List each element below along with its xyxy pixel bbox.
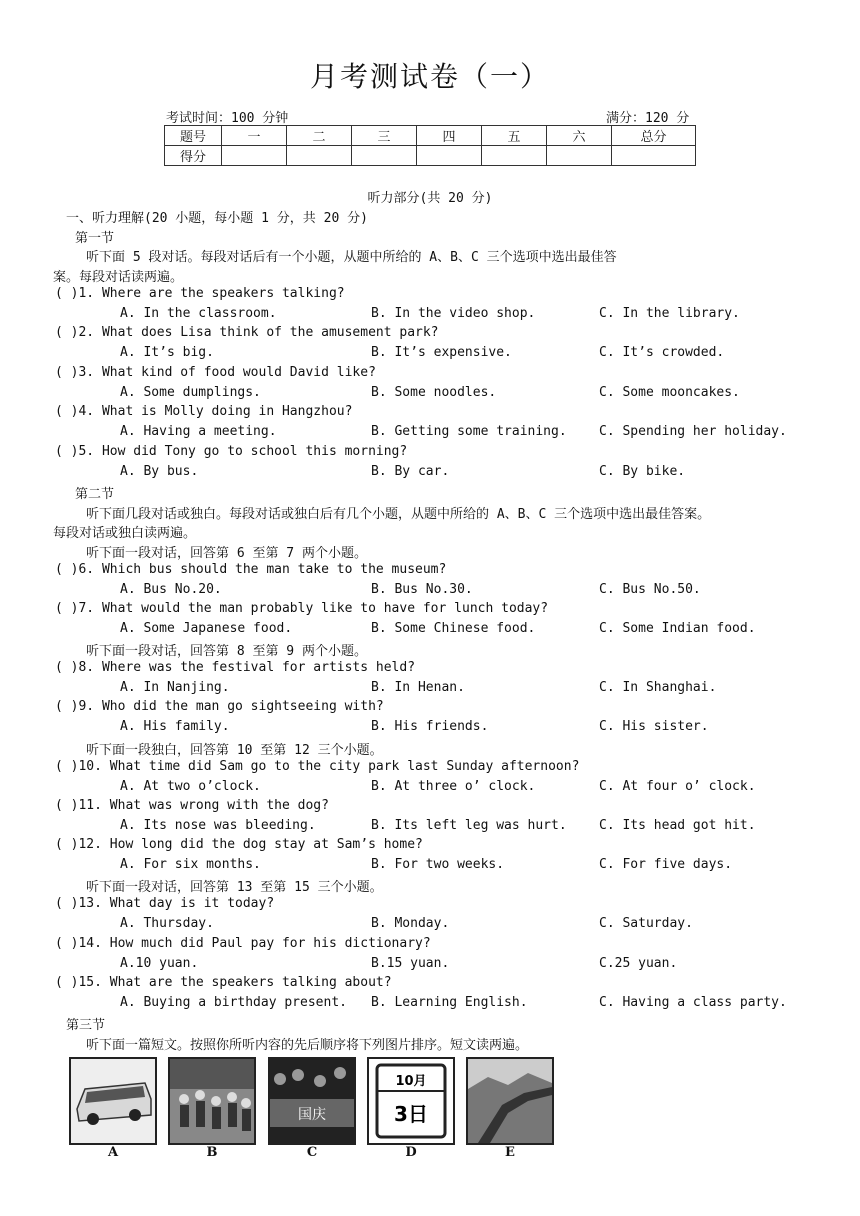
- answer-bracket[interactable]: ( ): [55, 404, 79, 419]
- part1-name: 第一节: [75, 231, 115, 246]
- option-b: B. Its left leg was hurt.: [371, 818, 567, 833]
- listening-header: 听力部分(共 20 分): [367, 191, 493, 206]
- section1-title: 一、听力理解(20 小题，每小题 1 分，共 20 分): [66, 211, 368, 226]
- score-cell[interactable]: [222, 146, 287, 166]
- score-cell[interactable]: [417, 146, 482, 166]
- option-b: B. It’s expensive.: [371, 345, 512, 360]
- answer-bracket[interactable]: ( ): [55, 896, 79, 911]
- question-text: 10. What time did Sam go to the city park last Sunday afternoon?: [78, 759, 580, 774]
- question-row: [55, 936, 431, 951]
- option-b: B.15 yuan.: [371, 956, 450, 971]
- part3-instruction: 听下面一篇短文。按照你所听内容的先后顺序将下列图片排序。短文读两遍。: [86, 1038, 529, 1053]
- banner-text: 国庆: [298, 1107, 326, 1123]
- score-row-label: 得分: [165, 146, 222, 166]
- option-c: C. Saturday.: [599, 916, 693, 931]
- picture-e-great-wall: [466, 1057, 554, 1145]
- picture-label: C: [306, 1145, 318, 1160]
- option-a: A. Thursday.: [120, 916, 214, 931]
- question-text: 1. Where are the speakers talking?: [78, 286, 345, 301]
- option-b: B. Some Chinese food.: [371, 621, 536, 636]
- part2-instruction: 听下面几段对话或独白。每段对话或独白后有几个小题，从题中所给的 A、B、C 三个选项中选出最佳答案。: [86, 507, 711, 522]
- question-text: 4. What is Molly doing in Hangzhou?: [78, 404, 353, 419]
- option-a: A. Some Japanese food.: [120, 621, 293, 636]
- great-wall-icon: [468, 1059, 552, 1143]
- option-b: B. For two weeks.: [371, 857, 505, 872]
- picture-d-calendar: [367, 1057, 455, 1145]
- answer-bracket[interactable]: ( ): [55, 562, 79, 577]
- option-a: A. It’s big.: [120, 345, 214, 360]
- option-b: B. Some noodles.: [371, 385, 497, 400]
- option-b: B. Bus No.30.: [371, 582, 473, 597]
- option-a: A. Its nose was bleeding.: [120, 818, 316, 833]
- picture-label: D: [405, 1145, 417, 1160]
- picture-label: E: [505, 1145, 515, 1160]
- score-header-cell: 题号: [165, 126, 222, 146]
- answer-bracket[interactable]: ( ): [55, 601, 79, 616]
- option-a: A. For six months.: [120, 857, 261, 872]
- answer-bracket[interactable]: ( ): [55, 975, 79, 990]
- option-a: A. At two o’clock.: [120, 779, 261, 794]
- score-header-cell: 总分: [612, 126, 696, 146]
- question-text: 12. How long did the dog stay at Sam’s home?: [78, 837, 423, 852]
- option-b: B. In the video shop.: [371, 306, 536, 321]
- option-c: C. Some mooncakes.: [599, 385, 740, 400]
- score-cell[interactable]: [287, 146, 352, 166]
- option-a: A.10 yuan.: [120, 956, 199, 971]
- sub-instruction-q13-15: 听下面一段对话，回答第 13 至第 15 三个小题。: [86, 880, 383, 895]
- question-row: [55, 601, 548, 616]
- question-text: 13. What day is it today?: [78, 896, 275, 911]
- calendar-month: 10月: [395, 1074, 427, 1089]
- answer-bracket[interactable]: ( ): [55, 936, 79, 951]
- part1-instruction: 听下面 5 段对话。每段对话后有一个小题，从题中所给的 A、B、C 三个选项中选出最佳答: [86, 250, 617, 265]
- score-table-score-row: [165, 146, 696, 166]
- answer-bracket[interactable]: ( ): [55, 798, 79, 813]
- option-c: C. By bike.: [599, 464, 686, 479]
- option-c: C. Its head got hit.: [599, 818, 756, 833]
- score-table-header-row: [165, 126, 696, 146]
- score-header-cell: 一: [222, 126, 287, 146]
- option-a: A. By bus.: [120, 464, 199, 479]
- answer-bracket[interactable]: ( ): [55, 699, 79, 714]
- score-cell[interactable]: [612, 146, 696, 166]
- sub-instruction-q10-12: 听下面一段独白，回答第 10 至第 12 三个小题。: [86, 743, 383, 758]
- question-row: [55, 286, 345, 301]
- sub-instruction-q8-9: 听下面一段对话，回答第 8 至第 9 两个小题。: [86, 644, 367, 659]
- question-text: 6. Which bus should the man take to the museum?: [78, 562, 447, 577]
- answer-bracket[interactable]: ( ): [55, 325, 79, 340]
- calendar-icon: [369, 1059, 453, 1143]
- option-a: A. Having a meeting.: [120, 424, 277, 439]
- question-text: 5. How did Tony go to school this morning?: [78, 444, 408, 459]
- picture-label: A: [107, 1145, 119, 1160]
- question-row: [55, 365, 376, 380]
- crowd-icon: [170, 1059, 254, 1143]
- question-text: 7. What would the man probably like to have for lunch today?: [78, 601, 549, 616]
- answer-bracket[interactable]: ( ): [55, 759, 79, 774]
- score-header-cell: 四: [417, 126, 482, 146]
- part1-instruction-cont: 案。每段对话读两遍。: [53, 270, 184, 285]
- part2-instruction-cont: 每段对话或独白读两遍。: [53, 526, 197, 541]
- answer-bracket[interactable]: ( ): [55, 837, 79, 852]
- picture-b-crowd: [168, 1057, 256, 1145]
- page-title: 月考测试卷（一）: [309, 60, 550, 93]
- score-header-cell: 二: [287, 126, 352, 146]
- option-c: C.25 yuan.: [599, 956, 678, 971]
- question-row: [55, 759, 579, 774]
- question-text: 8. Where was the festival for artists held?: [78, 660, 416, 675]
- score-header-cell: 三: [352, 126, 417, 146]
- question-row: [55, 798, 329, 813]
- score-header-cell: 六: [547, 126, 612, 146]
- option-b: B. Monday.: [371, 916, 450, 931]
- question-row: [55, 660, 415, 675]
- question-row: [55, 699, 384, 714]
- option-a: A. Bus No.20.: [120, 582, 222, 597]
- question-row: [55, 975, 392, 990]
- question-row: [55, 562, 446, 577]
- score-header-cell: 五: [482, 126, 547, 146]
- exam-time: 考试时间：100 分钟: [166, 111, 289, 126]
- question-row: [55, 325, 439, 340]
- option-c: C. In the library.: [599, 306, 740, 321]
- option-c: C. Having a class party.: [599, 995, 787, 1010]
- option-c: C. At four o’ clock.: [599, 779, 756, 794]
- option-c: C. Some Indian food.: [599, 621, 756, 636]
- picture-a-bus: [69, 1057, 157, 1145]
- picture-c-banner: [268, 1057, 356, 1145]
- option-c: C. In Shanghai.: [599, 680, 717, 695]
- option-a: A. In the classroom.: [120, 306, 277, 321]
- option-c: C. For five days.: [599, 857, 733, 872]
- question-text: 3. What kind of food would David like?: [78, 365, 376, 380]
- option-a: A. In Nanjing.: [120, 680, 230, 695]
- question-text: 2. What does Lisa think of the amusement park?: [78, 325, 439, 340]
- part3-name: 第三节: [66, 1018, 106, 1033]
- score-cell[interactable]: [352, 146, 417, 166]
- question-text: 9. Who did the man go sightseeing with?: [78, 699, 384, 714]
- option-b: B. By car.: [371, 464, 450, 479]
- option-c: C. It’s crowded.: [599, 345, 725, 360]
- question-row: [55, 444, 407, 459]
- question-text: 11. What was wrong with the dog?: [78, 798, 329, 813]
- answer-bracket[interactable]: ( ): [55, 660, 79, 675]
- option-a: A. Buying a birthday present.: [120, 995, 347, 1010]
- answer-bracket[interactable]: ( ): [55, 444, 79, 459]
- option-b: B. Learning English.: [371, 995, 528, 1010]
- score-table: [164, 125, 696, 166]
- calendar-day: 3日: [394, 1102, 428, 1126]
- bus-icon: [71, 1059, 155, 1143]
- question-row: [55, 404, 352, 419]
- answer-bracket[interactable]: ( ): [55, 365, 79, 380]
- question-text: 14. How much did Paul pay for his dictionary?: [78, 936, 431, 951]
- option-b: B. In Henan.: [371, 680, 465, 695]
- sub-instruction-q6-7: 听下面一段对话，回答第 6 至第 7 两个小题。: [86, 546, 367, 561]
- full-score: 满分：120 分: [606, 111, 690, 126]
- answer-bracket[interactable]: ( ): [55, 286, 79, 301]
- score-cell[interactable]: [482, 146, 547, 166]
- option-a: A. His family.: [120, 719, 230, 734]
- question-row: [55, 896, 274, 911]
- national-day-banner-icon: [270, 1059, 354, 1143]
- option-b: B. His friends.: [371, 719, 489, 734]
- option-c: C. His sister.: [599, 719, 709, 734]
- option-c: C. Spending her holiday.: [599, 424, 787, 439]
- option-c: C. Bus No.50.: [599, 582, 701, 597]
- option-b: B. Getting some training.: [371, 424, 567, 439]
- option-a: A. Some dumplings.: [120, 385, 261, 400]
- part2-name: 第二节: [75, 487, 115, 502]
- question-row: [55, 837, 423, 852]
- score-cell[interactable]: [547, 146, 612, 166]
- picture-label: B: [206, 1145, 218, 1160]
- question-text: 15. What are the speakers talking about?: [78, 975, 392, 990]
- option-b: B. At three o’ clock.: [371, 779, 536, 794]
